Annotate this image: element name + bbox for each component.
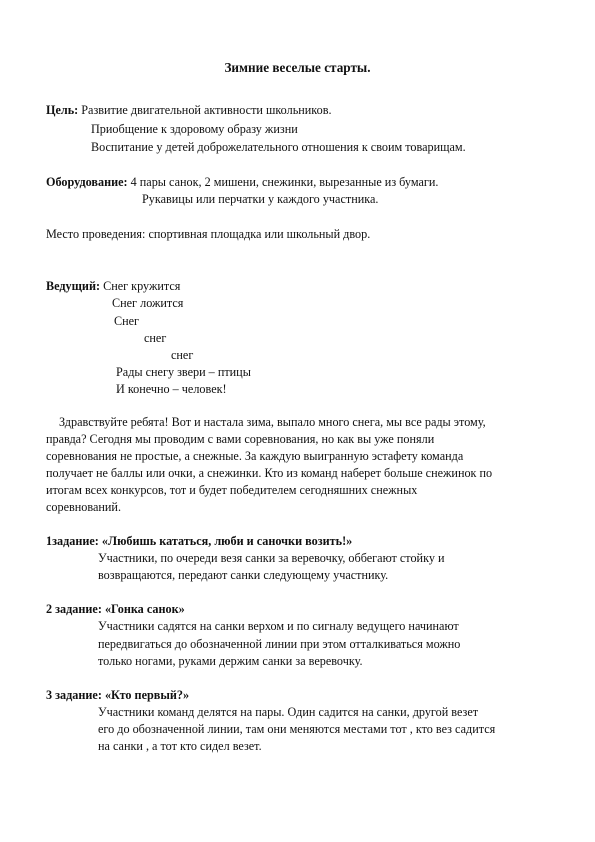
- task-line: возвращаются, передают санки следующему участнику.: [98, 568, 389, 582]
- poem-line: Рады снегу звери – птицы: [116, 365, 251, 379]
- intro-line: Здравствуйте ребята! Вот и настала зима, выпало много снега, мы все рады этому,: [59, 415, 486, 429]
- intro-line: итогам всех конкурсов, тот и будет победителем сегодняшних снежных: [46, 483, 418, 497]
- task-line: Участники команд делятся на пары. Один садится на санки, другой везет: [98, 705, 479, 719]
- equipment-label: Оборудование:: [46, 175, 128, 189]
- intro-line: соревнования не простые, а снежные. За каждую выигранную эстафету команда: [46, 449, 464, 463]
- equipment-text: Рукавицы или перчатки у каждого участника.: [142, 192, 379, 206]
- place-text: Место проведения: спортивная площадка или школьный двор.: [46, 227, 371, 241]
- goal-item: Воспитание у детей доброжелательного отношения к своим товарищам.: [91, 140, 466, 154]
- intro-line: получает не баллы или очки, а снежинки. Кто из команд наберет больше снежинок по: [46, 466, 493, 480]
- poem-line: Снег: [114, 314, 140, 328]
- task-line: передвигаться до обозначенной линии при этом отталкиваться можно: [98, 637, 461, 651]
- poem-line: Снег ложится: [112, 296, 184, 310]
- goal-label: Цель:: [46, 103, 79, 117]
- poem-line: снег: [171, 348, 194, 362]
- goal-line-1: [46, 102, 332, 119]
- task-heading: 1задание: «Любишь кататься, люби и саночки возить!»: [46, 534, 353, 548]
- poem-line: Снег кружится: [103, 279, 181, 293]
- poem-line: И конечно – человек!: [116, 382, 227, 396]
- task-line: на санки , а тот кто сидел везет.: [98, 739, 262, 753]
- task-line: только ногами, руками держим санки за веревочку.: [98, 654, 363, 668]
- page-title: Зимние веселые старты.: [224, 60, 371, 75]
- poem-line: снег: [144, 331, 167, 345]
- equipment-text: 4 пары санок, 2 мишени, снежинки, вырезанные из бумаги.: [130, 175, 439, 189]
- task-line: Участники садятся на санки верхом и по сигналу ведущего начинают: [98, 619, 459, 633]
- task-heading: 2 задание: «Гонка санок»: [46, 602, 185, 616]
- intro-line: правда? Сегодня мы проводим с вами соревнования, но как вы уже поняли: [46, 432, 435, 446]
- goal-item: Приобщение к здоровому образу жизни: [91, 122, 298, 136]
- host-line-1: [46, 278, 180, 295]
- equipment-line-1: [46, 174, 438, 191]
- host-label: Ведущий:: [46, 279, 101, 293]
- intro-line: соревнований.: [46, 500, 121, 514]
- task-line: его до обозначенной линии, там они меняются местами тот , кто вез садится: [98, 722, 496, 736]
- task-heading: 3 задание: «Кто первый?»: [46, 688, 190, 702]
- goal-item: Развитие двигательной активности школьников.: [81, 103, 332, 117]
- task-line: Участники, по очереди везя санки за веревочку, оббегают стойку и: [98, 551, 445, 565]
